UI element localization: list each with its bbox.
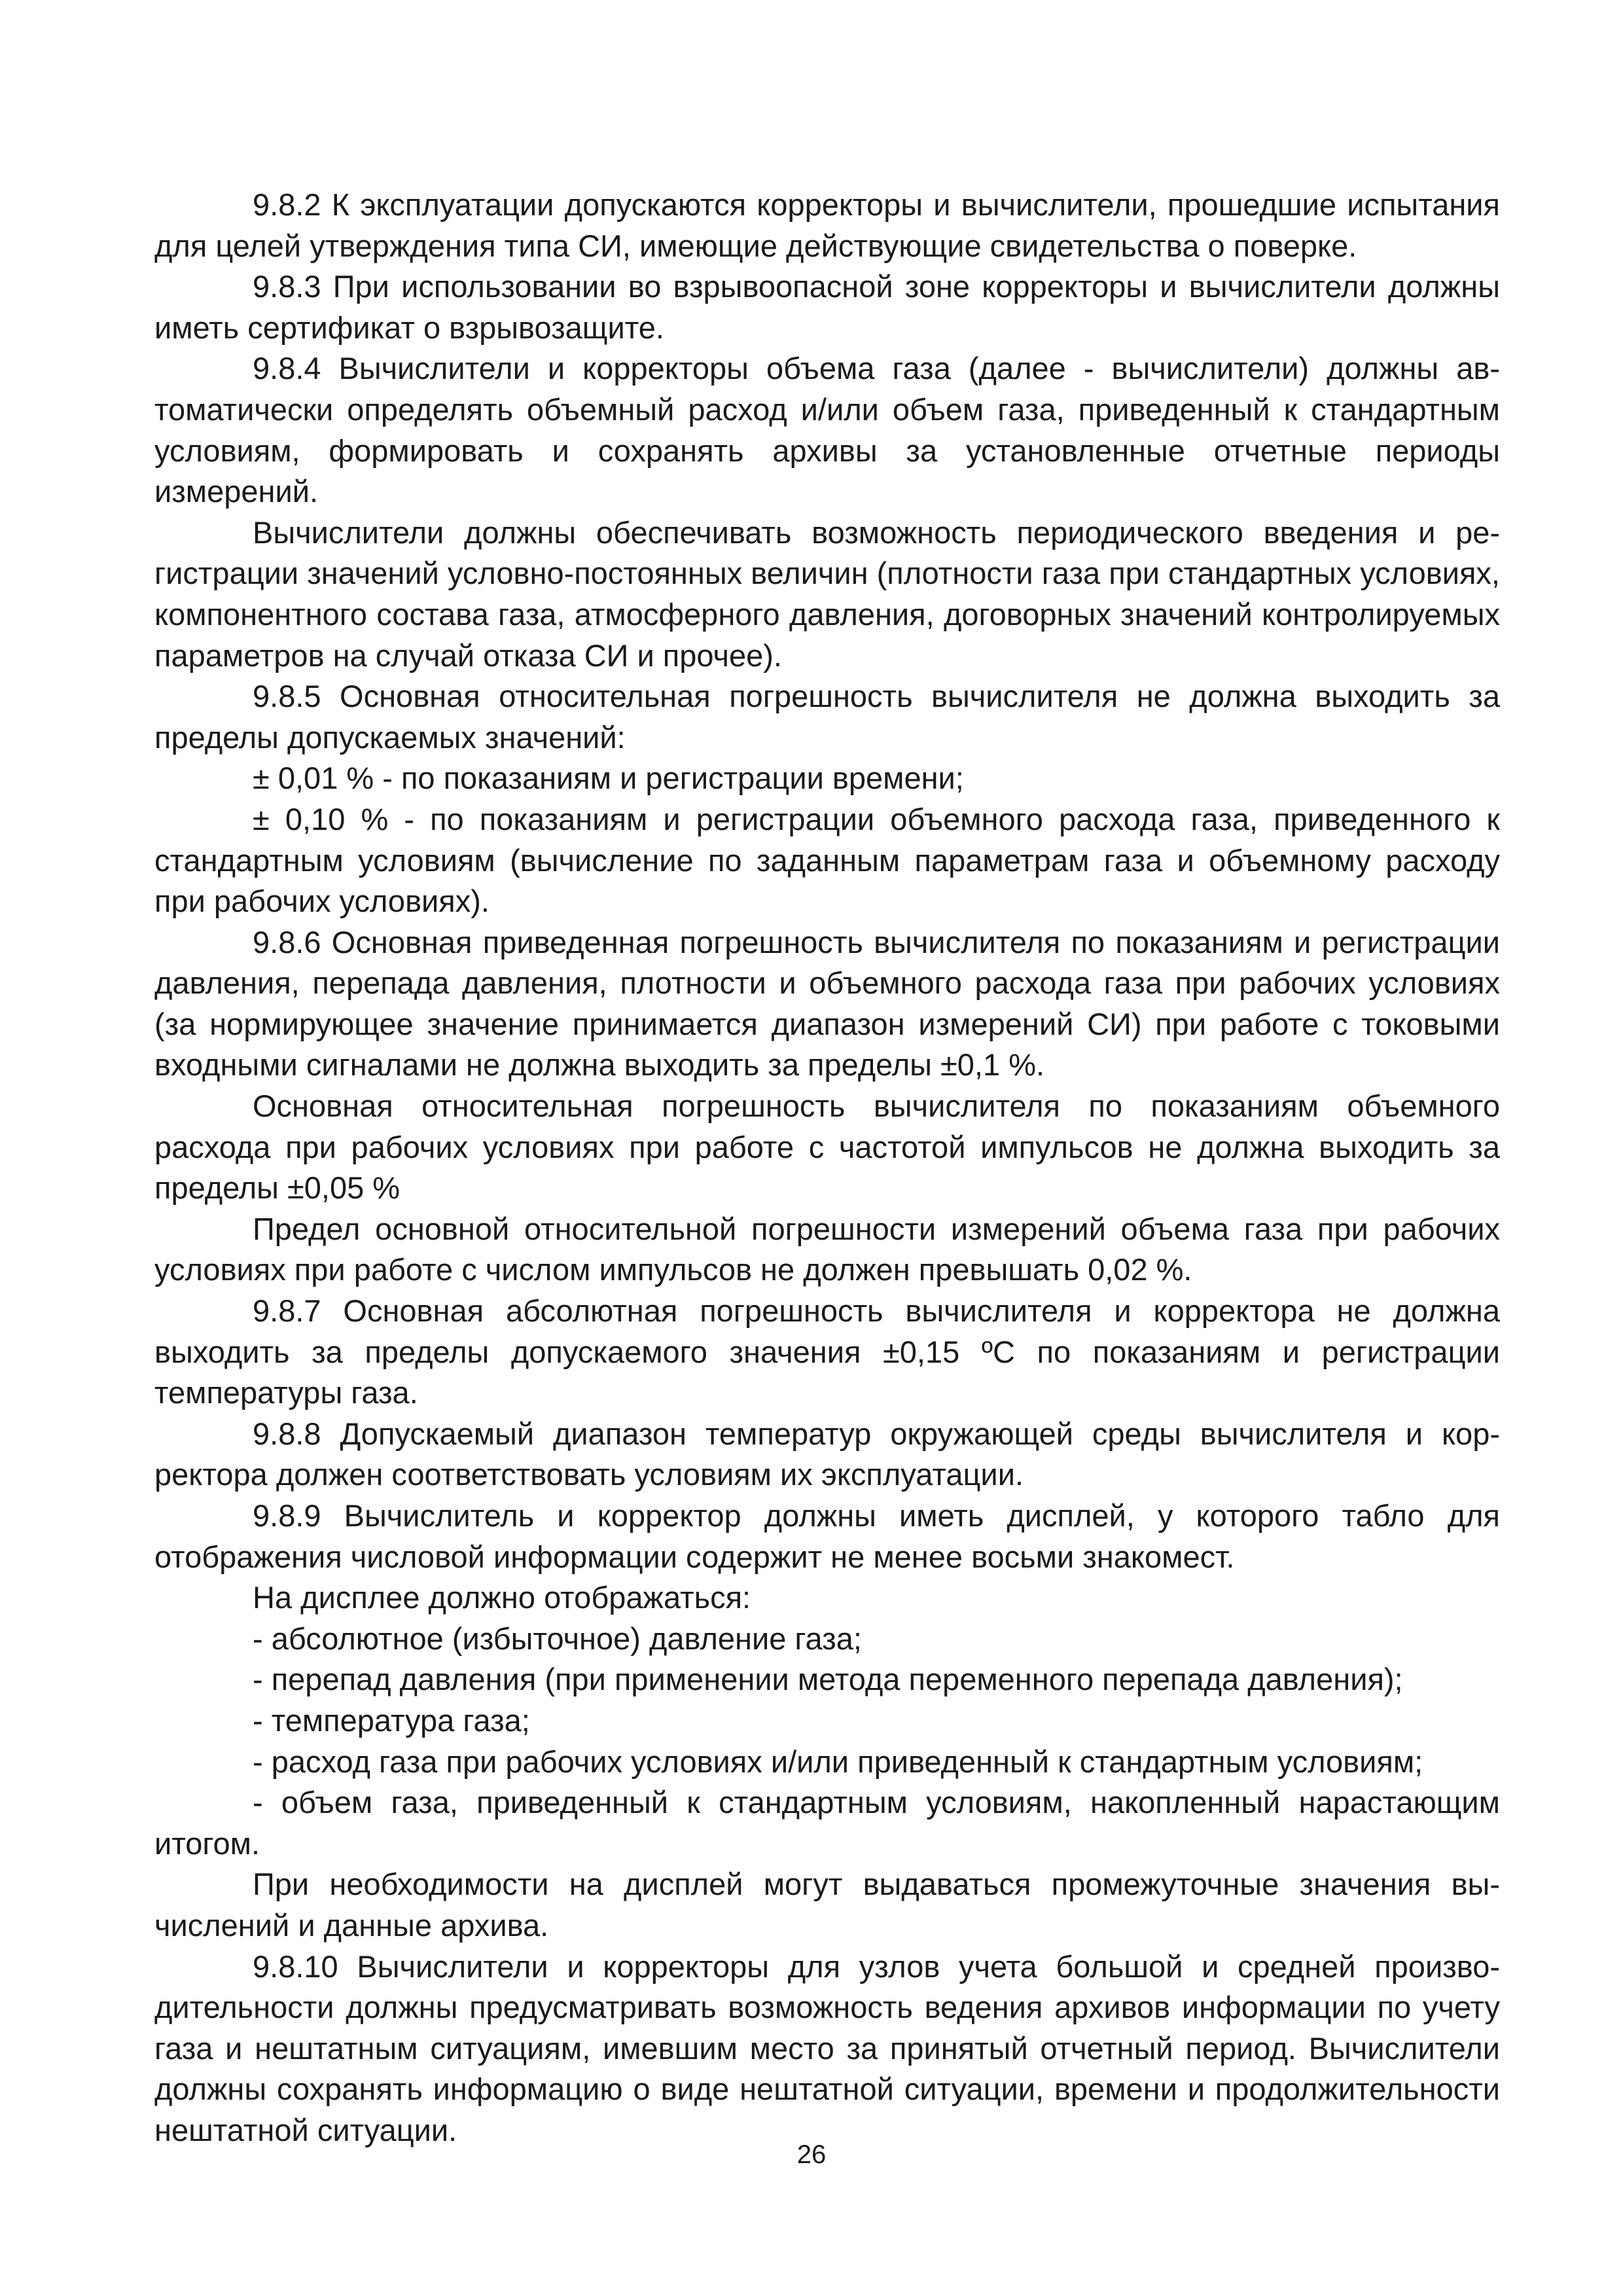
list-item-differential-pressure: - перепад давления (при применении метода переменного перепада давления);: [253, 1662, 1403, 1697]
paragraph-calculators-input: Вычислители должны обеспечивать возможность периодического введения и регистрации значений условно-постоянных величин (плотности газа при стандартных условиях, компонентного состава газа, атмосферного давления, договорных значений контролируемых параметров на случай отказа СИ и прочее).: [154, 514, 1500, 673]
paragraph-9-8-8: 9.8.8 Допускаемый диапазон температур окружающей среды вычислителя и корректора должен соответствовать условиям их эксплуатации.: [154, 1416, 1500, 1492]
paragraph-9-8-5: 9.8.5 Основная относительная погрешность вычислителя не должна выходить за пределы допускаемых значений:: [154, 679, 1500, 755]
paragraph-intermediate-values: При необходимости на дисплей могут выдаваться промежуточные значения вычислений и данные архива.: [154, 1867, 1500, 1943]
paragraph-9-8-6: 9.8.6 Основная приведенная погрешность вычислителя по показаниям и регистрации давления, перепада давления, плотности и объемного расхода газа при рабочих условиях (за нормирующее значение принимается диапазон измерений СИ) при работе с токовыми входными сигналами не должна выходить за пределы ±0,1 %.: [154, 924, 1500, 1083]
paragraph-9-8-4: 9.8.4 Вычислители и корректоры объема газа (далее - вычислители) должны автоматически определять объемный расход и/или объем газа, приведенный к стандартным условиям, формировать и сохранять архивы за установленные отчетные периоды измерений.: [154, 351, 1500, 509]
paragraph-9-8-9: 9.8.9 Вычислитель и корректор должны иметь дисплей, у которого табло для отображения числовой информации содержит не менее восьми знакомест.: [154, 1498, 1500, 1574]
paragraph-9-8-10: 9.8.10 Вычислители и корректоры для узлов учета большой и средней производительности должны предусматривать возможность ведения архивов информации по учету газа и нештатным ситуациям, имевшим место за принятый отчетный период. Вычислители должны сохранять информацию о виде нештатной ситуации, времени и продолжительности нештатной ситуации.: [154, 1948, 1500, 2147]
list-item-flow-rate: - расход газа при рабочих условиях и/или приведенный к стандартным условиям;: [253, 1744, 1423, 1779]
paragraph-pulse-frequency-error: Основная относительная погрешность вычислителя по показаниям объемного расхода при рабочих условиях при работе с частотой импульсов не должна выходить за пределы ±0,05 %: [154, 1088, 1500, 1206]
paragraph-time-accuracy: ± 0,01 % - по показаниям и регистрации времени;: [253, 761, 964, 796]
paragraph-display-intro: На дисплее должно отображаться:: [253, 1580, 751, 1615]
page-number: 26: [796, 2140, 827, 2169]
list-item-volume: - объем газа, приведенный к стандартным условиям, накопленный нарастающим итогом.: [154, 1785, 1500, 1861]
body-text: [154, 185, 1500, 2151]
paragraph-9-8-3: 9.8.3 При использовании во взрывоопасной зоне корректоры и вычислители должны иметь сертификат о взрывозащите.: [154, 269, 1500, 345]
paragraph-pulse-count-error: Предел основной относительной погрешности измерений объема газа при рабочих условиях при работе с числом импульсов не должен превышать 0,02 %.: [154, 1211, 1500, 1287]
paragraph-9-8-7: 9.8.7 Основная абсолютная погрешность вычислителя и корректора не должна выходить за пределы допускаемого значения ±0,15 ºС по показаниям и регистрации температуры газа.: [154, 1293, 1500, 1410]
paragraph-9-8-2: 9.8.2 К эксплуатации допускаются корректоры и вычислители, прошедшие испытания для целей утверждения типа СИ, имеющие действующие свидетельства о поверке.: [154, 187, 1500, 263]
paragraph-flow-accuracy: ± 0,10 % - по показаниям и регистрации объемного расхода газа, приведенного к стандартным условиям (вычисление по заданным параметрам газа и объемному расходу при рабочих условиях).: [154, 801, 1500, 919]
list-item-temperature: - температура газа;: [253, 1702, 530, 1738]
list-item-pressure: - абсолютное (избыточное) давление газа;: [253, 1621, 862, 1656]
